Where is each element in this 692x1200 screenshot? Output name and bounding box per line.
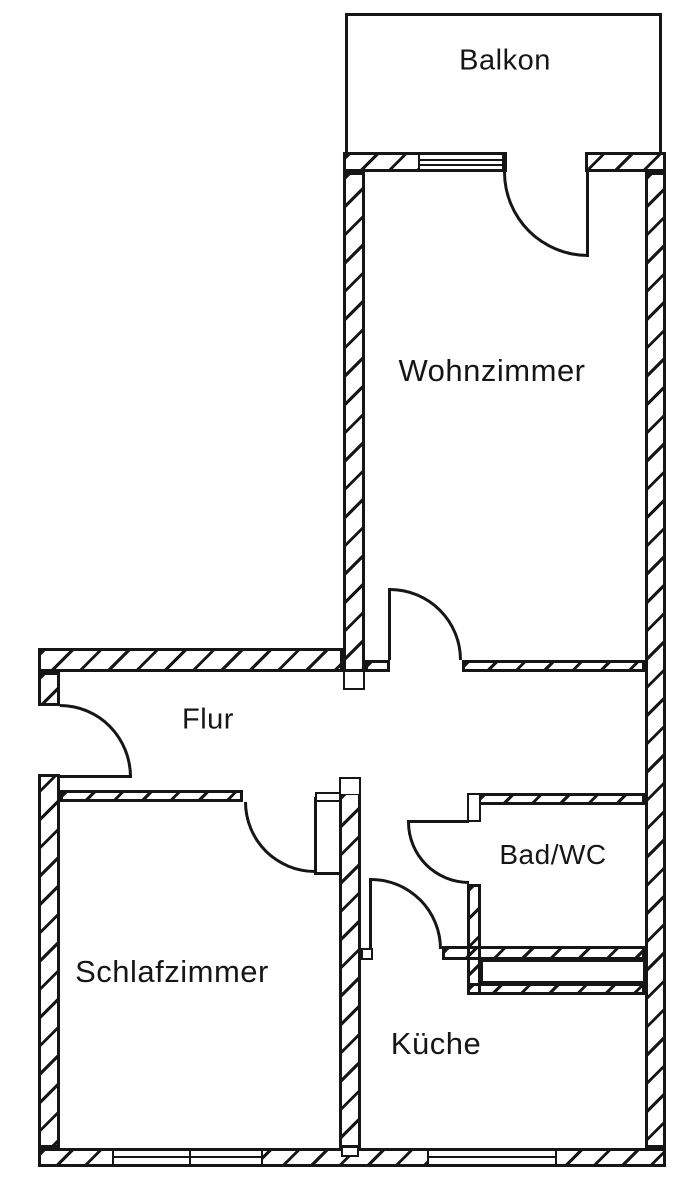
shaft-niche	[481, 960, 645, 983]
label-schlafzimmer: Schlafzimmer	[75, 954, 269, 989]
kueche-door-arc	[371, 878, 442, 949]
wall-bad-south	[442, 946, 645, 960]
wall-bad-north	[478, 793, 645, 805]
wohnzimmer-window	[418, 152, 504, 172]
jamb-kueche-door	[361, 948, 373, 960]
cap-bad-west-top	[467, 793, 481, 822]
wall-flur-north	[38, 648, 343, 672]
wall-wohnzimmer-south-stub	[365, 660, 390, 672]
wall-bad-west	[467, 884, 481, 995]
label-wohnzimmer: Wohnzimmer	[398, 353, 586, 388]
cap-wohnzimmer-west-end	[343, 672, 365, 690]
wall-schlafzimmer-north	[60, 790, 243, 802]
label-kueche: Küche	[390, 1026, 482, 1061]
jamb-schlafzimmer-door	[315, 792, 341, 802]
bad-door-arc	[407, 822, 469, 884]
wall-outer-right	[645, 172, 666, 1148]
label-flur: Flur	[182, 703, 234, 736]
label-bad-wc: Bad/WC	[499, 839, 607, 870]
wall-schlafzimmer-east	[339, 792, 361, 1148]
wohnzimmer-door-arc	[390, 588, 462, 660]
schlafzimmer-window	[112, 1148, 263, 1167]
wall-kueche-north	[467, 983, 645, 995]
wall-wohnzimmer-west	[343, 172, 365, 672]
schlafzimmer-door-arc	[244, 802, 315, 873]
cap-schlafzimmer-east-top	[339, 777, 361, 794]
label-balkon: Balkon	[459, 44, 551, 77]
window-mullion	[189, 1151, 191, 1164]
entrance-door-arc	[60, 704, 132, 777]
balcony-door-opening	[504, 152, 588, 172]
entrance-door-opening	[38, 703, 60, 777]
schlafzimmer-door-threshold	[314, 872, 339, 875]
balcony-door-arc	[503, 172, 588, 257]
cap-schlafzimmer-east-bottom	[341, 1148, 359, 1157]
wall-wohnzimmer-south	[462, 660, 645, 672]
balcony-outline	[345, 13, 662, 152]
kueche-window	[427, 1148, 557, 1167]
